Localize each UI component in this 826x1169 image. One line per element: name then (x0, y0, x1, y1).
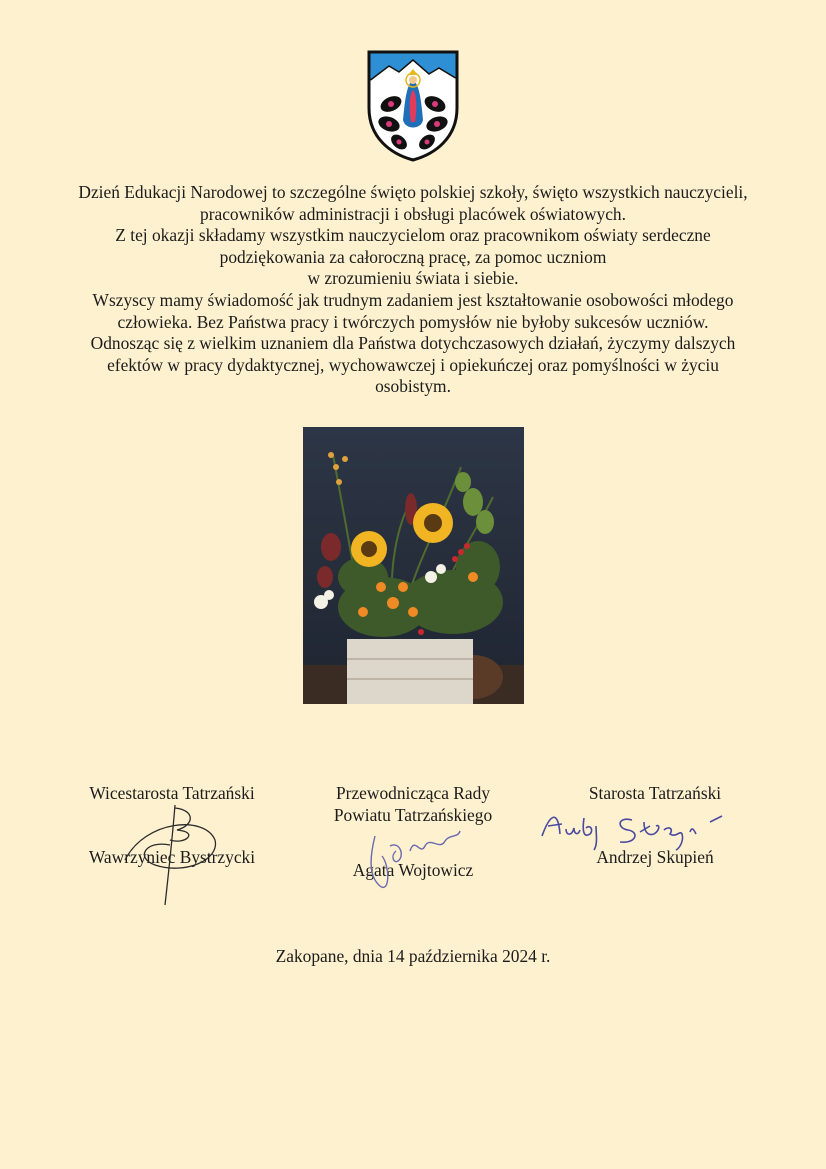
letter-line: Odnosząc się z wielkim uznaniem dla Państwa dotychczasowych działań, życzymy dalszych (90, 333, 736, 354)
letter-line: pracowników administracji i obsługi placówek oświatowych. (200, 203, 626, 224)
letter-line: efektów w pracy dydaktycznej, wychowawczej i opiekuńczej oraz pomyślności w życiu (107, 354, 719, 375)
signatory-title: Przewodnicząca Rady (335, 783, 491, 803)
letter-line: Z tej okazji składamy wszystkim nauczycielom oraz pracownikom oświaty serdeczne (115, 225, 711, 246)
signatory-title: Wicestarosta Tatrzański (89, 783, 255, 803)
letter-line: człowieka. Bez Państwa pracy i twórczych pomysłów nie byłoby sukcesów uczniów. (117, 311, 709, 332)
signature-block-council-chair (300, 783, 526, 882)
letter-body (40, 182, 786, 398)
signatory-name: Agata Wojtowicz (352, 860, 474, 881)
place-and-date: Zakopane, dnia 14 października 2024 r. (275, 946, 551, 966)
signature-block-vice-starost (62, 783, 282, 868)
letter-line: w zrozumieniu świata i siebie. (307, 268, 519, 289)
signatory-title: Powiatu Tatrzańskiego (333, 804, 493, 825)
coat-of-arms-icon (367, 50, 459, 162)
signature-block-starost (545, 783, 765, 868)
signatory-name: Wawrzyniec Bystrzycki (88, 846, 256, 867)
signatory-title: Starosta Tatrzański (588, 783, 722, 803)
signatory-name: Andrzej Skupień (596, 846, 714, 867)
letter-line: podziękowania za całoroczną pracę, za pomoc uczniom (219, 246, 607, 267)
letter-line: Wszyscy mamy świadomość jak trudnym zadaniem jest kształtowanie osobowości młodego (92, 289, 734, 310)
letter-line: Dzień Edukacji Narodowej to szczególne święto polskiej szkoły, święto wszystkich nauczycieli, (78, 182, 748, 202)
flower-bouquet-photo (303, 427, 524, 704)
letter-line: osobistym. (375, 376, 451, 397)
